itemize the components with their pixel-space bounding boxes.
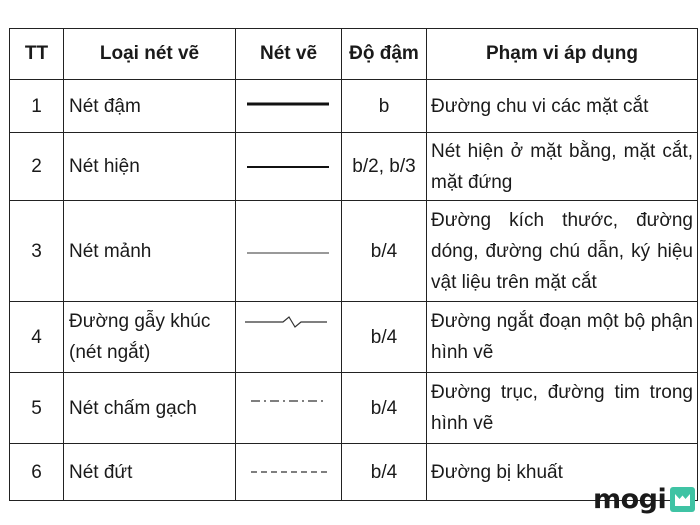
- dash-dot-line-sample: [241, 391, 336, 411]
- table-row: [10, 373, 698, 444]
- row-number: 2: [10, 133, 64, 201]
- line-sample-cell: [236, 302, 342, 373]
- line-type-name: Nét hiện: [64, 133, 236, 201]
- header-line-type: Loại nét vẽ: [64, 29, 236, 80]
- header-thickness: Độ đậm: [342, 29, 427, 80]
- line-type-name: Đường gẫy khúc (nét ngắt): [64, 302, 236, 373]
- mogi-logo: [593, 482, 695, 516]
- logo-mark-icon: [670, 487, 695, 512]
- thin-solid-line-sample: [241, 241, 336, 261]
- thickness-value: b/4: [342, 444, 427, 501]
- dashed-line-sample: [241, 462, 336, 482]
- table-row: [10, 80, 698, 133]
- line-types-table: [9, 28, 698, 501]
- table-row: [10, 201, 698, 302]
- header-tt: TT: [10, 29, 64, 80]
- table-row: [10, 133, 698, 201]
- row-number: 6: [10, 444, 64, 501]
- row-number: 3: [10, 201, 64, 302]
- line-types-table-container: [9, 28, 698, 501]
- scope-text: Đường chu vi các mặt cắt: [427, 80, 698, 133]
- header-line-drawing: Nét vẽ: [236, 29, 342, 80]
- thickness-value: b/4: [342, 201, 427, 302]
- thick-solid-line-sample: [241, 96, 336, 116]
- line-type-name: Nét mảnh: [64, 201, 236, 302]
- line-type-name: Nét đứt: [64, 444, 236, 501]
- line-sample-cell: [236, 373, 342, 444]
- line-sample-cell: [236, 201, 342, 302]
- header-scope: Phạm vi áp dụng: [427, 29, 698, 80]
- thickness-value: b/4: [342, 302, 427, 373]
- row-number: 5: [10, 373, 64, 444]
- thickness-value: b: [342, 80, 427, 133]
- row-number: 4: [10, 302, 64, 373]
- scope-text: Nét hiện ở mặt bằng, mặt cắt, mặt đứng: [427, 133, 698, 201]
- table-row: [10, 302, 698, 373]
- scope-text: Đường kích thước, đường dóng, đường chú dẫn, ký hiệu vật liệu trên mặt cắt: [427, 201, 698, 302]
- line-sample-cell: [236, 133, 342, 201]
- scope-text: Đường bị khuất: [427, 444, 698, 501]
- scope-text: Đường trục, đường tim trong hình vẽ: [427, 373, 698, 444]
- thickness-value: b/2, b/3: [342, 133, 427, 201]
- line-sample-cell: [236, 80, 342, 133]
- line-type-name: Nét đậm: [64, 80, 236, 133]
- line-sample-cell: [236, 444, 342, 501]
- medium-solid-line-sample: [241, 157, 336, 177]
- thickness-value: b/4: [342, 373, 427, 444]
- scope-text: Đường ngắt đoạn một bộ phận hình vẽ: [427, 302, 698, 373]
- line-type-name: Nét chấm gạch: [64, 373, 236, 444]
- row-number: 1: [10, 80, 64, 133]
- table-header-row: [10, 29, 698, 80]
- break-line-sample: [241, 312, 336, 332]
- logo-text: mogi: [593, 483, 667, 515]
